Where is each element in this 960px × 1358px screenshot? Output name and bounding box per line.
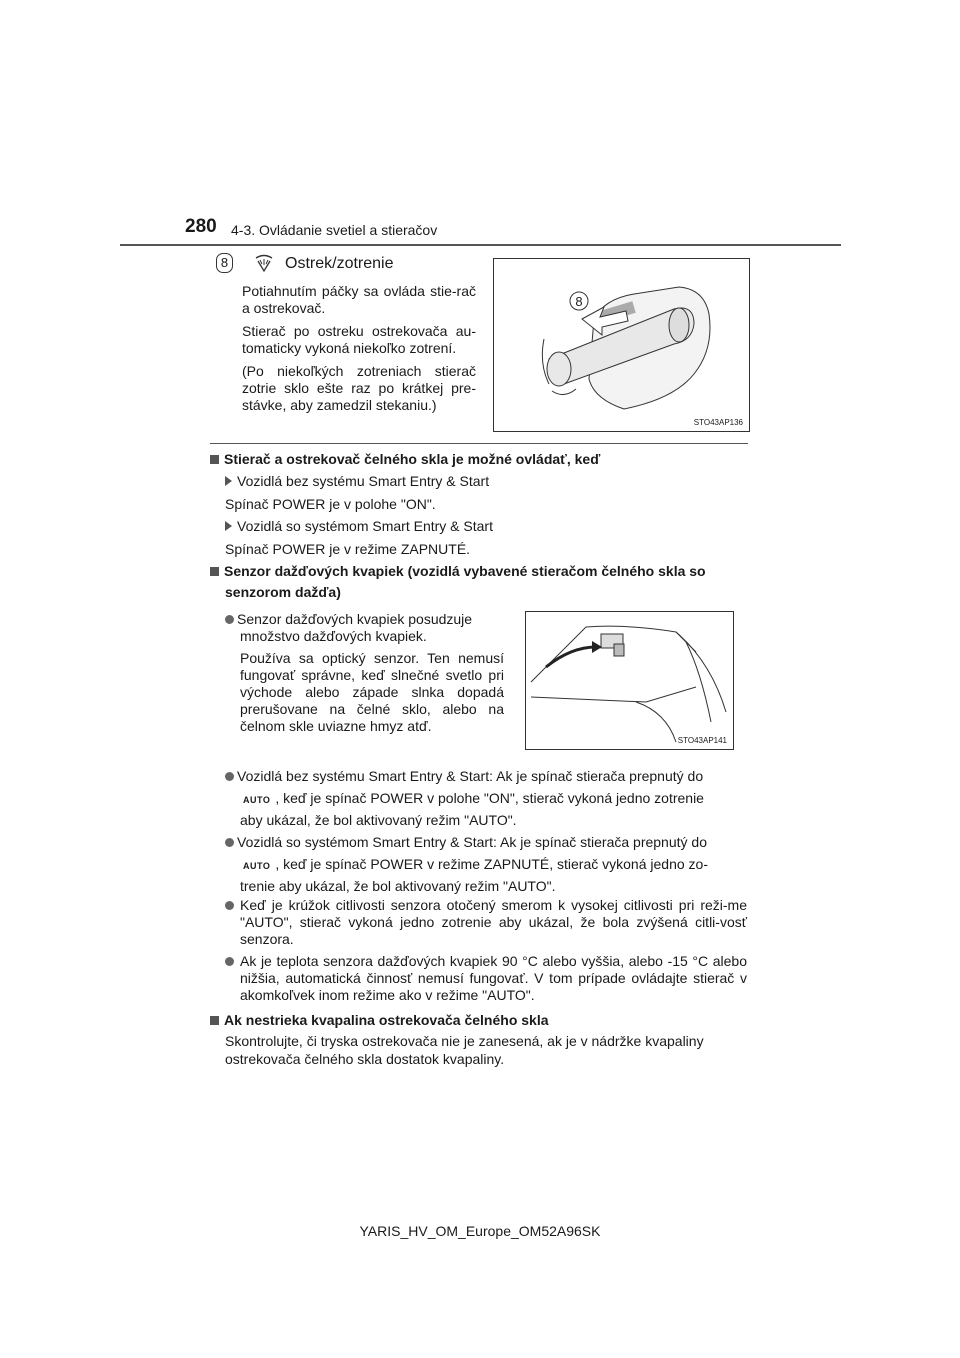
bullet-item-cont: množstvo dažďových kvapiek. (240, 628, 427, 644)
section-text: Skontrolujte, či tryska ostrekovača nie je zanesená, ak je v nádržke kvapaliny (225, 1033, 704, 1049)
bullet-item-cont: aby ukázal, že bol aktivovaný režim "AUTO". (240, 812, 517, 828)
section-title: 4-3. Ovládanie svetiel a stieračov (231, 222, 438, 238)
bullet-item: Vozidlá so systémom Smart Entry & Start: Ak je spínač stierača prepnutý do (225, 834, 707, 851)
page-number: 280 (185, 216, 217, 237)
bullet-item: Senzor dažďových kvapiek posudzuje (225, 611, 472, 628)
rain-sensor-figure (525, 611, 734, 750)
square-bullet-icon (210, 567, 219, 576)
circle-bullet-icon (225, 772, 234, 781)
step-number: 8 (216, 253, 233, 273)
circle-bullet-icon (225, 615, 234, 624)
rain-sensor-illustration (526, 612, 733, 749)
bullet-item-cont: AUTO , keď je spínač POWER v režime ZAPNUTÉ, stierač vykoná jedno zo- (225, 856, 708, 875)
wiper-lever-figure (493, 258, 750, 432)
section-divider (210, 443, 748, 444)
square-bullet-icon (210, 455, 219, 464)
bullet-item: Vozidlá bez systému Smart Entry & Start: Ak je spínač stierača prepnutý do (225, 768, 703, 785)
figure-label: STO43AP141 (677, 736, 727, 745)
bullet-item-cont: trenie aby ukázal, že bol aktivovaný režim "AUTO". (240, 878, 556, 894)
bullet-item-cont: AUTO , keď je spínač POWER v polohe "ON", stierač vykoná jedno zotrenie (225, 790, 704, 809)
step-paragraph: (Po niekoľkých zotreniach stierač zotrie sklo ešte raz po krátkej pre-stávke, aby zamedzil stekaniu.) (242, 363, 476, 413)
circle-bullet-icon (225, 957, 234, 966)
bullet-item: Keď je krúžok citlivosti senzora otočený smerom k vysokej citlivosti pri reži-me "AUTO", stierač vykoná jedno zotrenie aby ukázal, že bola zvýšená citli-vosť senzora. (225, 897, 747, 948)
figure-callout: 8 (575, 294, 583, 309)
condition-text: Spínač POWER je v polohe "ON". (225, 496, 436, 512)
rain-sensor-paragraph: Používa sa optický senzor. Ten nemusí fungovať správne, keď slnečné svetlo pri východe alebo západe slnka dopadá prerušovane na čelné sklo, alebo na čelnom skle uviazne hmyz atď. (240, 650, 504, 734)
triangle-bullet-icon (225, 521, 232, 531)
condition-bullet: Vozidlá bez systému Smart Entry & Start (225, 473, 489, 490)
bullet-item: Ak je teplota senzora dažďových kvapiek 90 °C alebo vyššia, alebo -15 °C alebo nižšia, automatická činnosť nemusí fungovať. V tom prípade ovládajte stierač v akomkoľvek inom režime ako v režime "AUTO". (225, 953, 747, 1004)
condition-text: Spínač POWER je v režime ZAPNUTÉ. (225, 541, 471, 557)
document-id: YARIS_HV_OM_Europe_OM52A96SK (359, 1223, 601, 1239)
step-title: Ostrek/zotrenie (285, 255, 394, 272)
circle-bullet-icon (225, 838, 234, 847)
triangle-bullet-icon (225, 476, 232, 486)
figure-label: STO43AP136 (693, 418, 743, 427)
auto-mode-icon: AUTO (243, 861, 271, 871)
step-paragraph: Potiahnutím páčky sa ovláda stie-rač a ostrekovač. (242, 283, 476, 316)
step-paragraph: Stierač po ostreku ostrekovača au-tomaticky vykoná niekoľko zotrení. (242, 323, 476, 356)
condition-bullet: Vozidlá so systémom Smart Entry & Start (225, 518, 493, 535)
section-heading: Stierač a ostrekovač čelného skla je možné ovládať, keď (210, 451, 600, 467)
header-divider (120, 244, 841, 246)
washer-icon (253, 254, 275, 279)
section-heading-cont: senzorom dažďa) (225, 584, 341, 600)
square-bullet-icon (210, 1016, 219, 1025)
auto-mode-icon: AUTO (243, 795, 271, 805)
section-heading: Senzor dažďových kvapiek (vozidlá vybavené stieračom čelného skla so (210, 563, 706, 579)
wiper-lever-illustration (494, 259, 749, 431)
section-text: ostrekovača čelného skla dostatok kvapaliny. (225, 1051, 505, 1067)
section-heading: Ak nestrieka kvapalina ostrekovača čelného skla (210, 1012, 549, 1028)
circle-bullet-icon (225, 901, 234, 910)
